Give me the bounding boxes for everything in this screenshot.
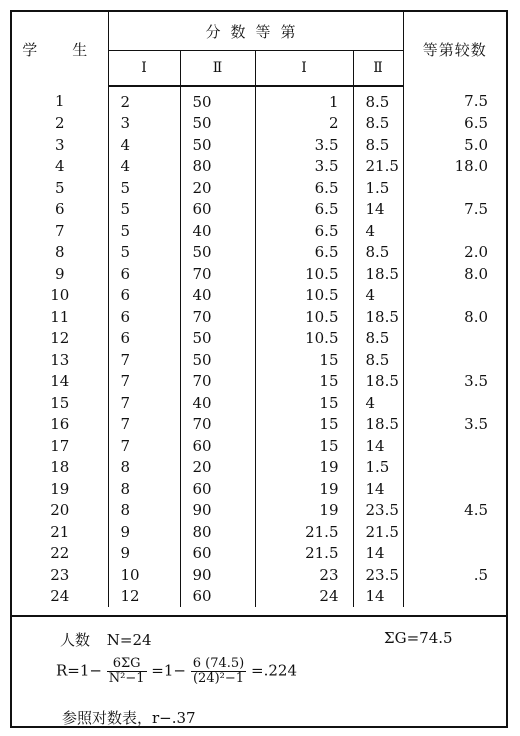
table-cell: 40 bbox=[180, 285, 255, 307]
table-body bbox=[12, 86, 506, 607]
table-cell: 80 bbox=[180, 156, 255, 178]
table-row bbox=[12, 134, 506, 156]
table-cell: 17 bbox=[50, 436, 70, 455]
table-cell: 5.0 bbox=[403, 134, 506, 156]
count-value: N=24 bbox=[106, 631, 152, 649]
subheader-score-2: Ⅱ bbox=[180, 51, 255, 87]
table-cell: 18.5 bbox=[353, 414, 403, 436]
table-cell: 3.5 bbox=[403, 371, 506, 393]
table-cell: 10.5 bbox=[255, 306, 353, 328]
table-row bbox=[12, 220, 506, 242]
table-cell: 8.5 bbox=[353, 242, 403, 264]
table-cell: .5 bbox=[403, 564, 506, 586]
table-cell bbox=[403, 478, 506, 500]
header-student: 学 生 bbox=[22, 40, 98, 59]
subheader-rank-2: Ⅱ bbox=[353, 51, 403, 87]
table-cell: 6.5 bbox=[255, 199, 353, 221]
lookup-note: 参照对数表，r−.37 bbox=[62, 709, 196, 727]
table-cell: 60 bbox=[180, 543, 255, 565]
table-cell: 10.5 bbox=[255, 328, 353, 350]
table-cell: 50 bbox=[180, 86, 255, 113]
table-row bbox=[12, 156, 506, 178]
table-cell: 50 bbox=[180, 113, 255, 135]
formula-result: =.224 bbox=[251, 661, 298, 680]
table-cell: 60 bbox=[180, 586, 255, 608]
fraction-1-denominator: N²−1 bbox=[108, 671, 145, 686]
table-cell: 4 bbox=[108, 134, 180, 156]
table-row bbox=[12, 564, 506, 586]
table-row bbox=[12, 500, 506, 522]
table-cell: 50 bbox=[180, 328, 255, 350]
table-cell: 40 bbox=[180, 392, 255, 414]
table-row bbox=[12, 285, 506, 307]
table-cell: 6 bbox=[108, 263, 180, 285]
table-cell: 1.5 bbox=[353, 457, 403, 479]
formula-fraction-2 bbox=[191, 657, 247, 686]
table-cell: 7 bbox=[108, 392, 180, 414]
table-row bbox=[12, 177, 506, 199]
header-diff: 等第较数 bbox=[403, 12, 506, 86]
table-cell: 8.5 bbox=[353, 86, 403, 113]
table-cell: 15 bbox=[50, 393, 70, 412]
table-cell: 5 bbox=[108, 177, 180, 199]
table-cell: 4 bbox=[353, 392, 403, 414]
table-cell: 6.5 bbox=[255, 220, 353, 242]
count-line bbox=[60, 629, 152, 650]
table-cell: 8 bbox=[54, 243, 65, 262]
table-cell: 24 bbox=[255, 586, 353, 608]
table-cell: 14 bbox=[353, 435, 403, 457]
rank-table bbox=[12, 12, 506, 607]
table-cell: 1.5 bbox=[353, 177, 403, 199]
table-cell: 9 bbox=[108, 521, 180, 543]
table-cell: 11 bbox=[50, 307, 70, 326]
table-row bbox=[12, 478, 506, 500]
table-cell: 23 bbox=[50, 565, 70, 584]
table-cell bbox=[403, 457, 506, 479]
table-row bbox=[12, 371, 506, 393]
table-cell: 8 bbox=[108, 457, 180, 479]
table-cell: 16 bbox=[50, 415, 70, 434]
table-cell: 21.5 bbox=[353, 521, 403, 543]
table-cell: 21.5 bbox=[255, 521, 353, 543]
table-cell: 4 bbox=[353, 285, 403, 307]
formula-mid: =1− bbox=[151, 661, 186, 680]
table-cell: 18.5 bbox=[353, 306, 403, 328]
table-cell bbox=[403, 586, 506, 608]
table-cell: 7.5 bbox=[403, 86, 506, 113]
table-cell: 13 bbox=[50, 350, 70, 369]
table-cell: 10 bbox=[50, 286, 70, 305]
formula-prefix: R=1− bbox=[56, 661, 102, 680]
table-cell: 22 bbox=[50, 544, 70, 563]
table-cell: 7 bbox=[108, 414, 180, 436]
table-cell: 3 bbox=[108, 113, 180, 135]
table-row bbox=[12, 349, 506, 371]
table-cell: 7.5 bbox=[403, 199, 506, 221]
table-cell: 12 bbox=[50, 329, 70, 348]
table-cell: 21 bbox=[50, 522, 70, 541]
table-cell: 15 bbox=[255, 371, 353, 393]
formula-fraction-1 bbox=[107, 657, 147, 686]
table-cell: 23 bbox=[255, 564, 353, 586]
table-cell: 15 bbox=[255, 435, 353, 457]
table-row bbox=[12, 199, 506, 221]
table-cell: 6.5 bbox=[255, 177, 353, 199]
table-cell: 15 bbox=[255, 392, 353, 414]
table-cell bbox=[403, 521, 506, 543]
table-cell: 14 bbox=[353, 586, 403, 608]
table-cell: 70 bbox=[180, 371, 255, 393]
table-cell: 8 bbox=[108, 478, 180, 500]
fraction-2-numerator: 6 (74.5) bbox=[192, 656, 245, 671]
table-cell bbox=[403, 285, 506, 307]
table-cell: 2 bbox=[54, 114, 65, 133]
table-cell: 5 bbox=[108, 242, 180, 264]
table-cell bbox=[403, 392, 506, 414]
table-cell: 18.5 bbox=[353, 371, 403, 393]
table-cell: 90 bbox=[180, 500, 255, 522]
table-row bbox=[12, 328, 506, 350]
table-cell: 10 bbox=[108, 564, 180, 586]
table-cell: 6 bbox=[108, 306, 180, 328]
table-cell: 10.5 bbox=[255, 285, 353, 307]
table-cell bbox=[403, 328, 506, 350]
table-cell: 3.5 bbox=[403, 414, 506, 436]
table-cell: 7 bbox=[108, 349, 180, 371]
table-cell: 21.5 bbox=[353, 156, 403, 178]
table-cell: 4 bbox=[108, 156, 180, 178]
sum-g: ΣG=74.5 bbox=[384, 629, 453, 647]
table-cell: 20 bbox=[50, 501, 70, 520]
table-cell: 6 bbox=[54, 200, 65, 219]
table-row bbox=[12, 392, 506, 414]
table-row bbox=[12, 543, 506, 565]
table-cell: 15 bbox=[255, 414, 353, 436]
table-cell: 60 bbox=[180, 199, 255, 221]
table-cell bbox=[403, 543, 506, 565]
table-row bbox=[12, 242, 506, 264]
table-cell: 14 bbox=[353, 199, 403, 221]
table-row bbox=[12, 86, 506, 113]
table-cell bbox=[403, 177, 506, 199]
table-cell: 6 bbox=[108, 285, 180, 307]
table-cell: 8 bbox=[108, 500, 180, 522]
table-cell: 7 bbox=[108, 371, 180, 393]
table-cell: 20 bbox=[180, 177, 255, 199]
table-row bbox=[12, 113, 506, 135]
table-cell: 70 bbox=[180, 414, 255, 436]
table-cell: 3.5 bbox=[255, 156, 353, 178]
table-cell: 21.5 bbox=[255, 543, 353, 565]
table-cell: 5 bbox=[108, 199, 180, 221]
table-cell: 20 bbox=[180, 457, 255, 479]
table-cell: 60 bbox=[180, 478, 255, 500]
table-cell: 6 bbox=[108, 328, 180, 350]
table-cell: 70 bbox=[180, 263, 255, 285]
table-cell: 50 bbox=[180, 349, 255, 371]
table-cell: 7 bbox=[108, 435, 180, 457]
table-cell bbox=[403, 349, 506, 371]
table-cell: 1 bbox=[255, 86, 353, 113]
table-cell: 60 bbox=[180, 435, 255, 457]
table-cell: 8.5 bbox=[353, 349, 403, 371]
table-cell: 24 bbox=[50, 587, 70, 606]
table-cell: 3.5 bbox=[255, 134, 353, 156]
table-cell: 9 bbox=[108, 543, 180, 565]
table-row bbox=[12, 435, 506, 457]
table-cell: 14 bbox=[50, 372, 70, 391]
table-cell: 8.0 bbox=[403, 306, 506, 328]
table-cell: 2 bbox=[108, 86, 180, 113]
table-row bbox=[12, 457, 506, 479]
table-cell: 8.5 bbox=[353, 328, 403, 350]
table-cell: 6.5 bbox=[255, 242, 353, 264]
table-cell: 2.0 bbox=[403, 242, 506, 264]
count-label: 人数 bbox=[60, 631, 91, 649]
table-footer bbox=[12, 615, 506, 726]
table-cell: 12 bbox=[108, 586, 180, 608]
subheader-score-1: Ⅰ bbox=[108, 51, 180, 87]
table-cell: 2 bbox=[255, 113, 353, 135]
table-cell: 18.5 bbox=[353, 263, 403, 285]
table-cell: 8.5 bbox=[353, 134, 403, 156]
table-cell: 5 bbox=[54, 178, 65, 197]
table-cell: 18 bbox=[50, 458, 70, 477]
table-cell: 23.5 bbox=[353, 564, 403, 586]
table-cell: 14 bbox=[353, 478, 403, 500]
table-cell bbox=[403, 220, 506, 242]
table-row bbox=[12, 521, 506, 543]
table-row bbox=[12, 414, 506, 436]
subheader-rank-1: Ⅰ bbox=[255, 51, 353, 87]
table-cell: 8.0 bbox=[403, 263, 506, 285]
table-cell: 4.5 bbox=[403, 500, 506, 522]
table-cell: 19 bbox=[255, 457, 353, 479]
table-cell: 40 bbox=[180, 220, 255, 242]
fraction-2-denominator: (24)²−1 bbox=[192, 671, 245, 686]
table-cell: 8.5 bbox=[353, 113, 403, 135]
table-cell: 9 bbox=[54, 264, 65, 283]
table-cell: 1 bbox=[54, 92, 65, 111]
table-cell: 70 bbox=[180, 306, 255, 328]
table-cell: 50 bbox=[180, 242, 255, 264]
table-cell: 50 bbox=[180, 134, 255, 156]
table-cell: 18.0 bbox=[403, 156, 506, 178]
formula-line bbox=[56, 657, 297, 686]
table-row bbox=[12, 263, 506, 285]
table-cell: 6.5 bbox=[403, 113, 506, 135]
table-cell: 7 bbox=[54, 221, 65, 240]
table-cell: 3 bbox=[54, 135, 65, 154]
table-frame bbox=[10, 10, 508, 728]
table-cell: 4 bbox=[54, 157, 65, 176]
table-cell: 15 bbox=[255, 349, 353, 371]
table-cell: 14 bbox=[353, 543, 403, 565]
table-cell: 4 bbox=[353, 220, 403, 242]
table-row bbox=[12, 586, 506, 608]
table-cell: 19 bbox=[50, 479, 70, 498]
table-cell: 90 bbox=[180, 564, 255, 586]
header-scores: 分数等第 bbox=[108, 12, 403, 51]
table-cell bbox=[403, 435, 506, 457]
table-cell: 5 bbox=[108, 220, 180, 242]
table-row bbox=[12, 306, 506, 328]
fraction-1-numerator: 6ΣG bbox=[107, 657, 147, 672]
table-cell: 10.5 bbox=[255, 263, 353, 285]
table-cell: 23.5 bbox=[353, 500, 403, 522]
table-cell: 19 bbox=[255, 500, 353, 522]
table-cell: 80 bbox=[180, 521, 255, 543]
table-cell: 19 bbox=[255, 478, 353, 500]
